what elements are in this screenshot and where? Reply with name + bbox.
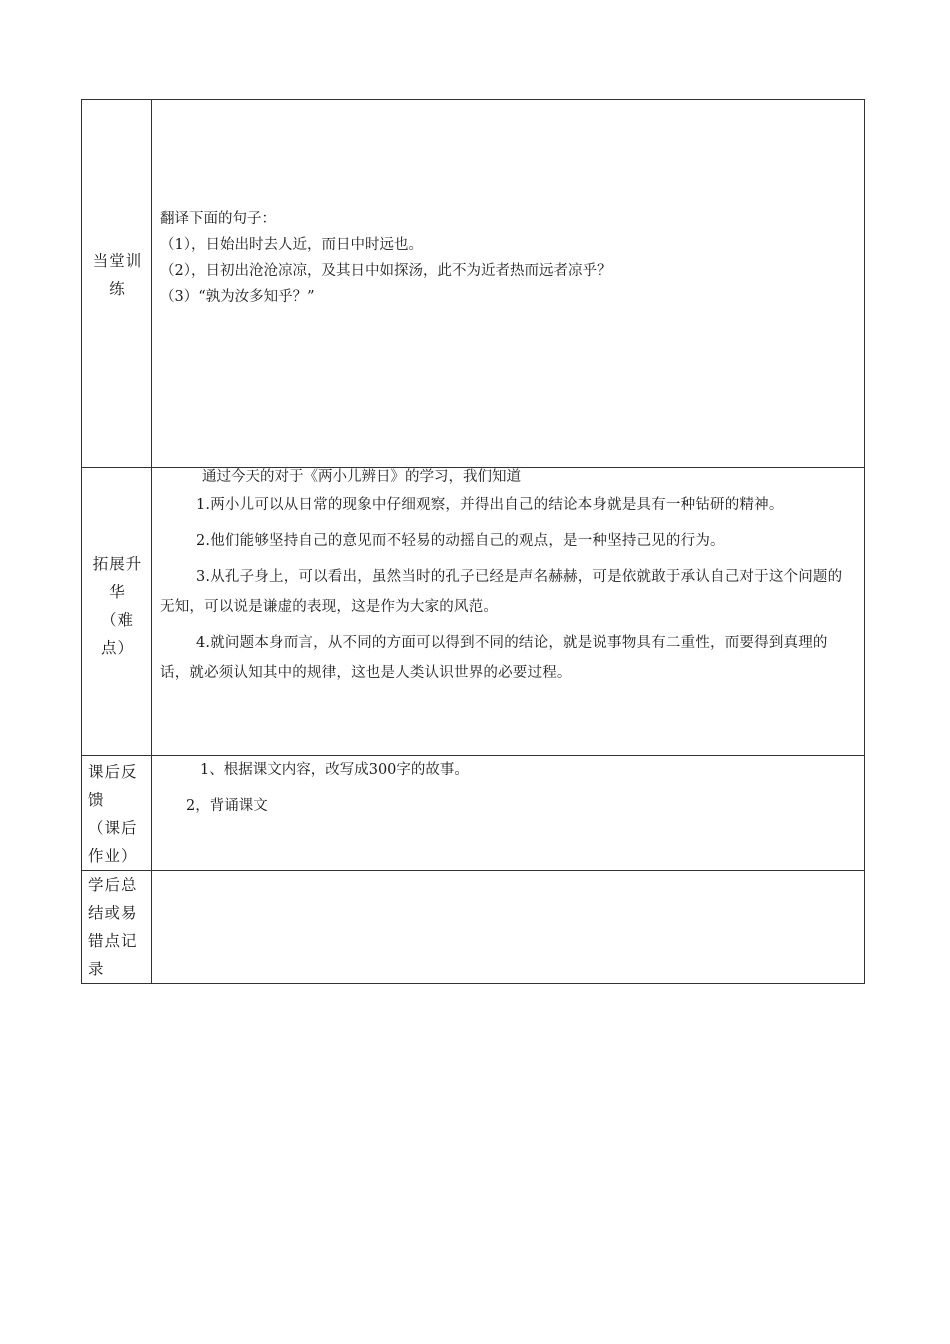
table-row-homework xyxy=(82,756,865,871)
label-line: 华 xyxy=(109,583,126,601)
label-line: 错点记 xyxy=(88,932,138,950)
summary-content-empty[interactable] xyxy=(152,871,865,984)
practice-item: （1），日始出时去人近，而日中时远也。 xyxy=(160,237,423,253)
label-line: （课后 xyxy=(88,819,138,837)
practice-title: 翻译下面的句子： xyxy=(160,211,276,227)
extension-content xyxy=(152,468,865,756)
label-line: 结或易 xyxy=(88,904,138,922)
homework-item: 1、根据课文内容，改写成300字的故事。 xyxy=(200,762,469,778)
row-label-in-class-practice xyxy=(82,100,152,468)
label-line: 拓展升 xyxy=(92,555,143,573)
table-row-summary xyxy=(82,871,865,984)
extension-point: 1.两小儿可以从日常的现象中仔细观察，并得出自己的结论本身就是具有一种钻研的精神。 xyxy=(196,497,784,513)
label-line: 馈 xyxy=(88,791,105,809)
row-label-extension xyxy=(82,468,152,756)
lesson-plan-table xyxy=(81,99,865,984)
practice-item: （3）“孰为汝多知乎？” xyxy=(160,289,315,305)
extension-point: 3.从孔子身上，可以看出，虽然当时的孔子已经是声名赫赫，可是依就敢于承认自己对于这个问题的无知，可以说是谦虚的表现，这是作为大家的风范。 xyxy=(160,569,843,615)
label-line: 作业） xyxy=(88,847,138,865)
homework-item: 2，背诵课文 xyxy=(186,798,268,814)
row-label-homework xyxy=(82,756,152,871)
in-class-practice-content xyxy=(152,100,865,468)
row-label-summary xyxy=(82,871,152,984)
practice-item: （2），日初出沧沧凉凉，及其日中如探汤，此不为近者热而远者凉乎？ xyxy=(160,263,612,279)
extension-point: 4.就问题本身而言，从不同的方面可以得到不同的结论，就是说事物具有二重性，而要得到真理的话，就必须认知其中的规律，这也是人类认识世界的必要过程。 xyxy=(160,635,828,681)
homework-content xyxy=(152,756,865,871)
label-line: 学后总 xyxy=(88,876,138,894)
extension-intro: 通过今天的对于《两小儿辨日》的学习，我们知道 xyxy=(202,469,521,485)
label-line: 录 xyxy=(88,960,105,978)
extension-point: 2.他们能够坚持自己的意见而不轻易的动摇自己的观点，是一种坚持己见的行为。 xyxy=(196,533,725,549)
label-line: （难 xyxy=(100,611,134,629)
table-row-in-class-practice xyxy=(82,100,865,468)
label-line: 练 xyxy=(109,280,126,298)
table-row-extension xyxy=(82,468,865,756)
label-line: 当堂训 xyxy=(92,252,143,270)
label-line: 课后反 xyxy=(88,763,138,781)
label-line: 点） xyxy=(100,639,134,657)
